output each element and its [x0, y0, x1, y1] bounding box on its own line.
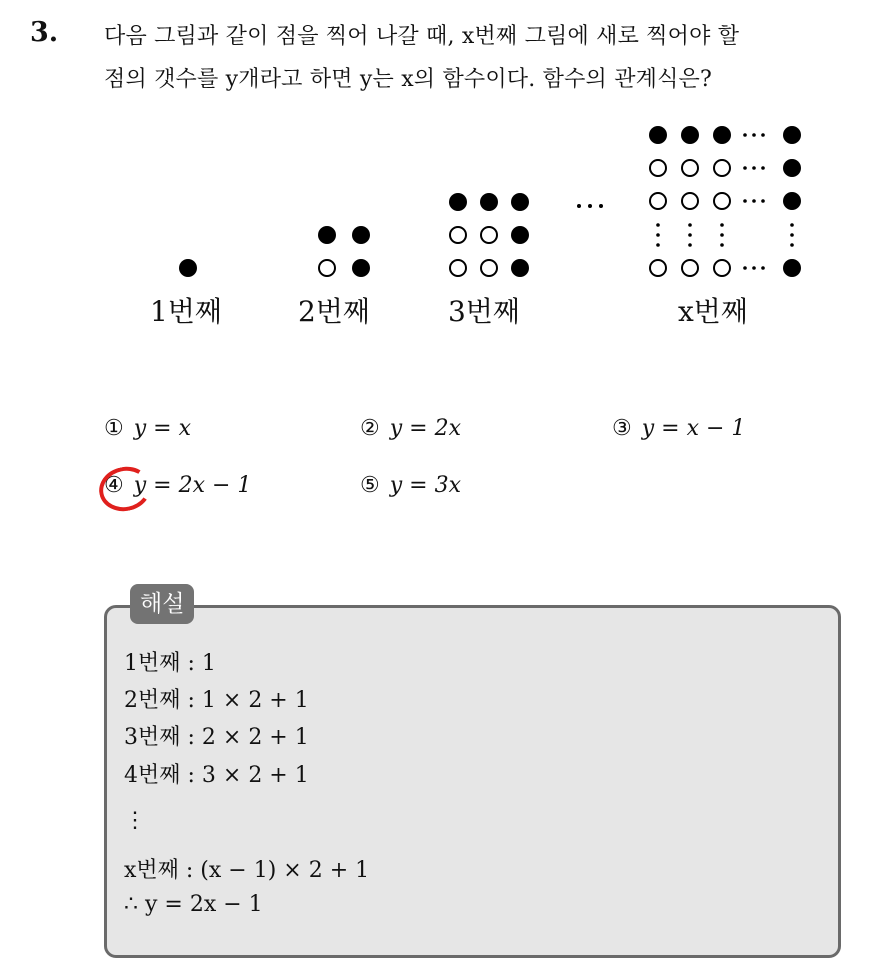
dot-empty: [481, 260, 497, 276]
dot-empty: [450, 260, 466, 276]
figure-label-x: x번째: [678, 295, 748, 328]
choice-5[interactable]: [360, 473, 461, 498]
xth-grid: [649, 126, 801, 277]
dot-filled: [511, 226, 529, 244]
choice-text: y = 2x: [389, 416, 461, 441]
choice-number: ⑤: [360, 473, 380, 498]
choice-1[interactable]: [104, 416, 191, 441]
solution-line-vdots: ⋮: [124, 808, 146, 833]
choice-number: ④: [104, 473, 124, 498]
dot-filled: [318, 226, 336, 244]
figure-label-3: 3번째: [448, 295, 520, 328]
dot-filled: [511, 259, 529, 277]
choice-3[interactable]: [612, 416, 745, 441]
question-text-line2: 점의 갯수를 y개라고 하면 y는 x의 함수이다. 함수의 관계식은?: [104, 67, 712, 92]
dot-pattern-figure: [0, 0, 884, 340]
dot-filled: [352, 226, 370, 244]
answer-mark-circle: [95, 462, 155, 516]
solution-line-1: 1번째 : 1: [124, 651, 216, 676]
solution-line-3: 3번째 : 2 × 2 + 1: [124, 725, 309, 750]
choice-number: ①: [104, 416, 124, 441]
dot-empty: [450, 227, 466, 243]
dot-empty: [319, 260, 335, 276]
choice-number: ③: [612, 416, 632, 441]
choice-number: ②: [360, 416, 380, 441]
choice-text: y = x − 1: [641, 416, 746, 441]
solution-line-xth: x번째 : (x − 1) × 2 + 1: [124, 858, 370, 883]
dot-filled: [179, 259, 197, 277]
solution-tab: 해설: [130, 584, 194, 624]
figure-ellipsis: [577, 204, 603, 208]
dot-empty: [481, 227, 497, 243]
question-text-line1: 다음 그림과 같이 점을 찍어 나갈 때, x번째 그림에 새로 찍어야 할: [104, 24, 740, 49]
dot-filled: [352, 259, 370, 277]
choice-text: y = x: [133, 416, 191, 441]
dot-filled: [511, 193, 529, 211]
solution-line-4: 4번째 : 3 × 2 + 1: [124, 763, 309, 788]
solution-line-2: 2번째 : 1 × 2 + 1: [124, 688, 309, 713]
question-number: 3.: [30, 17, 59, 48]
choice-2[interactable]: [360, 416, 461, 441]
choice-text: y = 3x: [389, 473, 461, 498]
figure-label-2: 2번째: [298, 295, 370, 328]
solution-conclusion: ∴ y = 2x − 1: [124, 892, 263, 917]
dot-filled: [480, 193, 498, 211]
choice-text: y = 2x − 1: [133, 473, 252, 498]
dot-filled: [449, 193, 467, 211]
figure-label-1: 1번째: [150, 295, 222, 328]
